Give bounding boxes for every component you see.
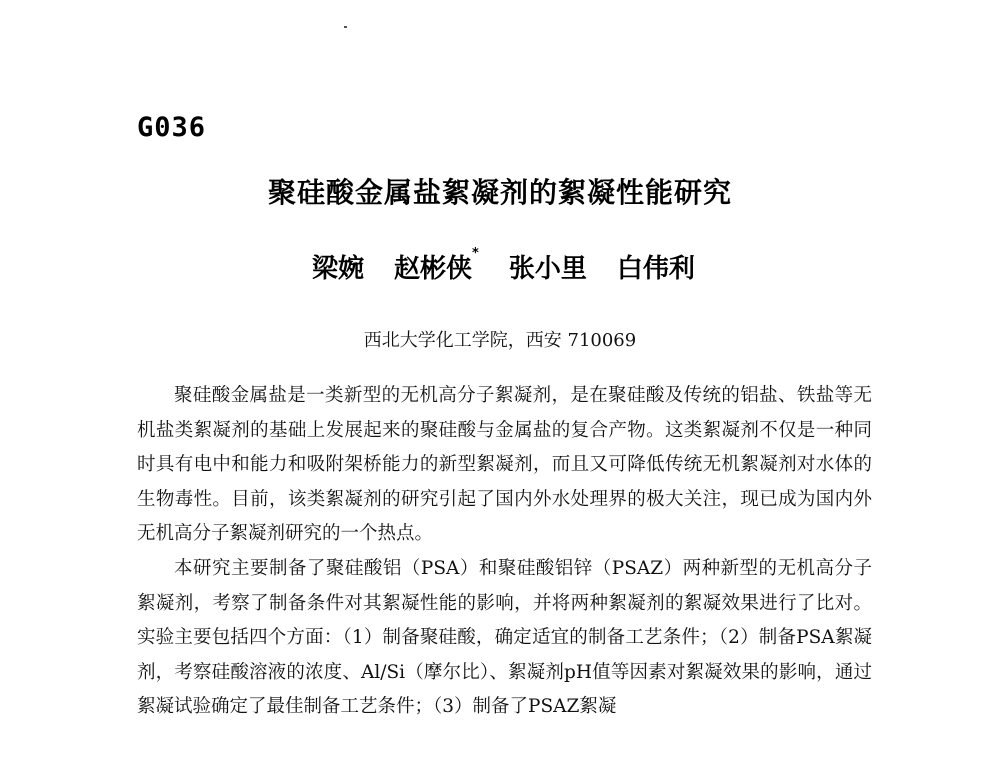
paper-title: 聚硅酸金属盐絮凝剂的絮凝性能研究 [267,176,732,209]
scan-speck [344,26,347,28]
author [509,248,587,285]
author-name: 赵彬侠 [394,254,473,284]
author [617,248,695,285]
author-name: 梁婉 [312,254,365,284]
author-list [312,248,695,285]
author-name: 张小里 [508,254,587,284]
paragraph: 本研究主要制备了聚硅酸铝（PSA）和聚硅酸铝锌（PSAZ）两种新型的无机高分子絮凝剂，考察了制备条件对其絮凝性能的影响，并将两种絮凝剂的絮凝效果进行了比对。实验主要包括四个方面：（1）制备聚硅酸，确定适宜的制备工艺条件；（2）制备PSA絮凝剂，考察硅酸溶液的浓度、Al/Si（摩尔比）、絮凝剂pH值等因素对絮凝效果的影响，通过絮凝试验确定了最佳制备工艺条件；（3）制备了PSAZ絮凝 [137,557,872,718]
author [312,248,364,285]
paper-code: G036 [137,112,207,143]
author [394,248,479,285]
author-name: 白伟利 [616,254,695,284]
corresponding-mark: * [472,246,479,261]
affiliation: 西北大学化工学院，西安 710069 [363,330,637,351]
paragraph: 聚硅酸金属盐是一类新型的无机高分子絮凝剂，是在聚硅酸及传统的铝盐、铁盐等无机盐类絮凝剂的基础上发展起来的聚硅酸与金属盐的复合产物。这类絮凝剂不仅是一种同时具有电中和能力和吸附架桥能力的新型絮凝剂，而且又可降低传统无机絮凝剂对水体的生物毒性。目前，该类絮凝剂的研究引起了国内外水处理界的极大关注，现已成为国内外无机高分子絮凝剂研究的一个热点。 [137,385,872,545]
abstract-body [137,379,872,725]
